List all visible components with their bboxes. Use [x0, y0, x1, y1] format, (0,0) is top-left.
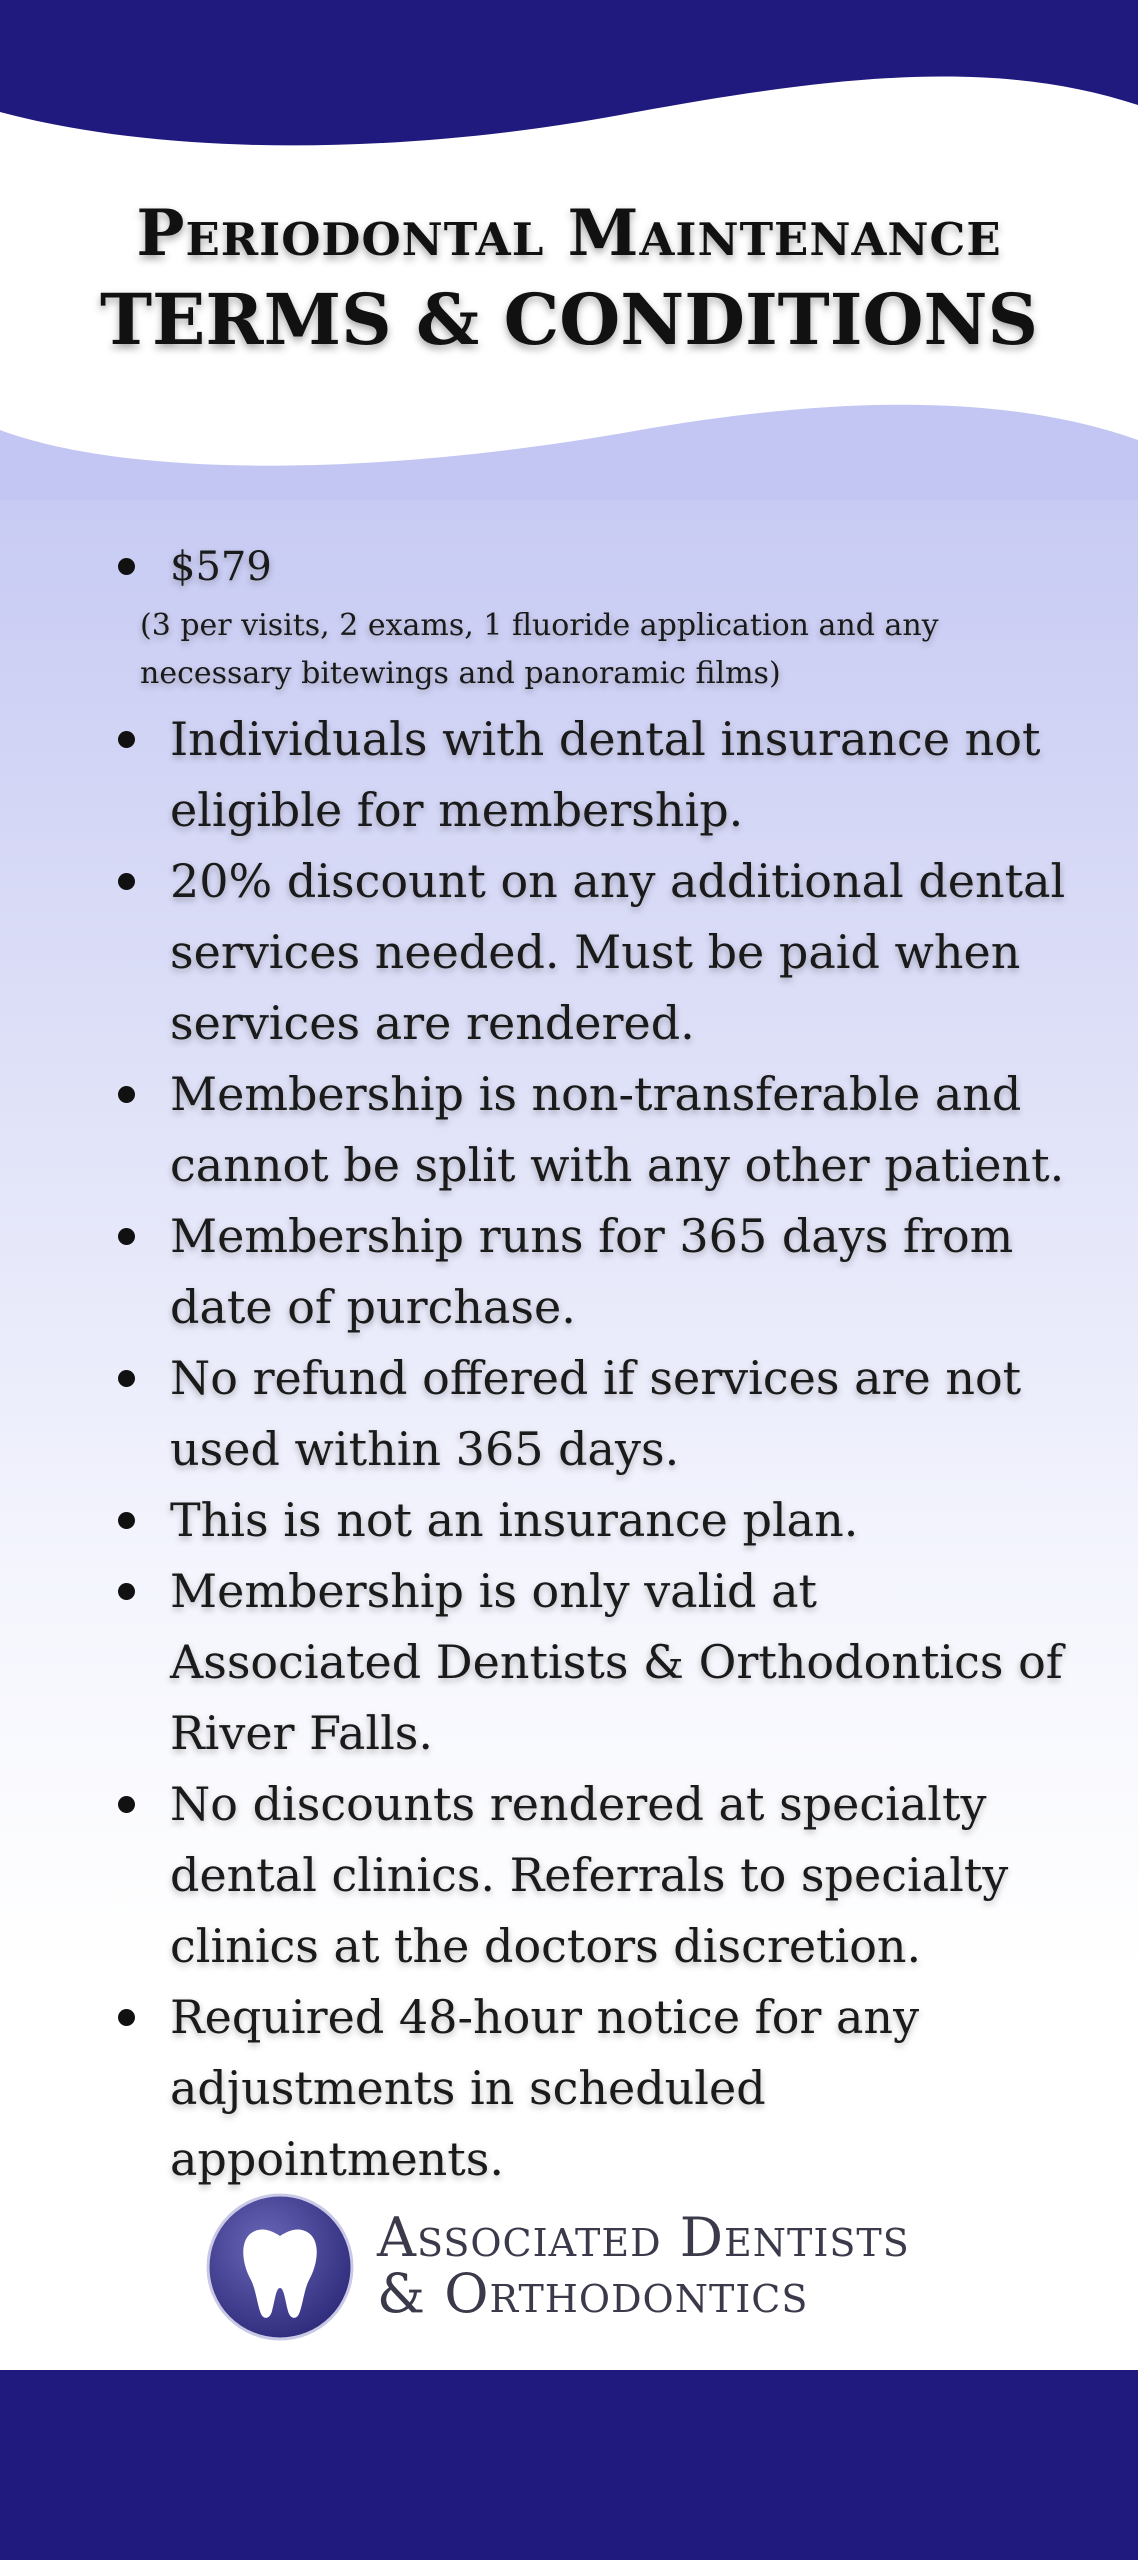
logo-line1: Associated Dentists — [377, 2206, 910, 2269]
bullet-icon — [118, 2009, 135, 2026]
term-text: 20% discount on any additional dental services needed. Must be paid when services are rendered. — [170, 854, 1066, 1050]
terms-list — [110, 704, 1070, 2195]
logo-line2: & Orthodontics — [377, 2262, 809, 2325]
list-item — [110, 1485, 1070, 1556]
top-wave-banner — [0, 0, 1138, 170]
list-item — [110, 1556, 1070, 1769]
bullet-icon — [118, 558, 135, 575]
tooth-icon — [205, 2192, 355, 2342]
bullet-icon — [118, 1796, 135, 1813]
list-item — [110, 704, 1070, 846]
list-item — [110, 1982, 1070, 2195]
list-item — [110, 1201, 1070, 1343]
price-amount: $579 — [170, 544, 272, 590]
list-item — [110, 1769, 1070, 1982]
logo-wordmark — [377, 2206, 910, 2325]
term-text: Membership is non-transferable and cannot be split with any other patient. — [170, 1067, 1065, 1192]
bullet-icon — [118, 1583, 135, 1600]
footer-bar — [0, 2370, 1138, 2560]
bullet-icon — [118, 1512, 135, 1529]
term-text: No discounts rendered at specialty dental clinics. Referrals to specialty clinics at the doctors discretion. — [170, 1777, 1009, 1973]
page-title — [0, 192, 1138, 364]
price-note: (3 per visits, 2 exams, 1 fluoride application and any necessary bitewings and panoramic films) — [140, 608, 939, 691]
practice-logo — [205, 2190, 945, 2350]
price-item — [110, 532, 1070, 602]
list-item — [110, 1343, 1070, 1485]
term-text: Individuals with dental insurance not eligible for membership. — [170, 712, 1041, 837]
title-periodontal-maintenance: Periodontal Maintenance — [136, 196, 1002, 271]
bullet-icon — [118, 1228, 135, 1245]
term-text: No refund offered if services are not used within 365 days. — [170, 1351, 1022, 1476]
terms-list-section — [110, 532, 1070, 2195]
term-text: This is not an insurance plan. — [170, 1493, 859, 1547]
bullet-icon — [118, 873, 135, 890]
term-text: Membership is only valid at Associated Dentists & Orthodontics of River Falls. — [170, 1564, 1063, 1760]
bullet-icon — [118, 731, 135, 748]
term-text: Membership runs for 365 days from date of purchase. — [170, 1209, 1014, 1334]
bullet-icon — [118, 1370, 135, 1387]
term-text: Required 48-hour notice for any adjustments in scheduled appointments. — [170, 1990, 920, 2186]
list-item — [110, 1059, 1070, 1201]
bullet-icon — [118, 1086, 135, 1103]
list-item — [110, 846, 1070, 1059]
lavender-wave — [0, 380, 1138, 500]
title-terms-conditions: TERMS & CONDITIONS — [99, 278, 1039, 361]
